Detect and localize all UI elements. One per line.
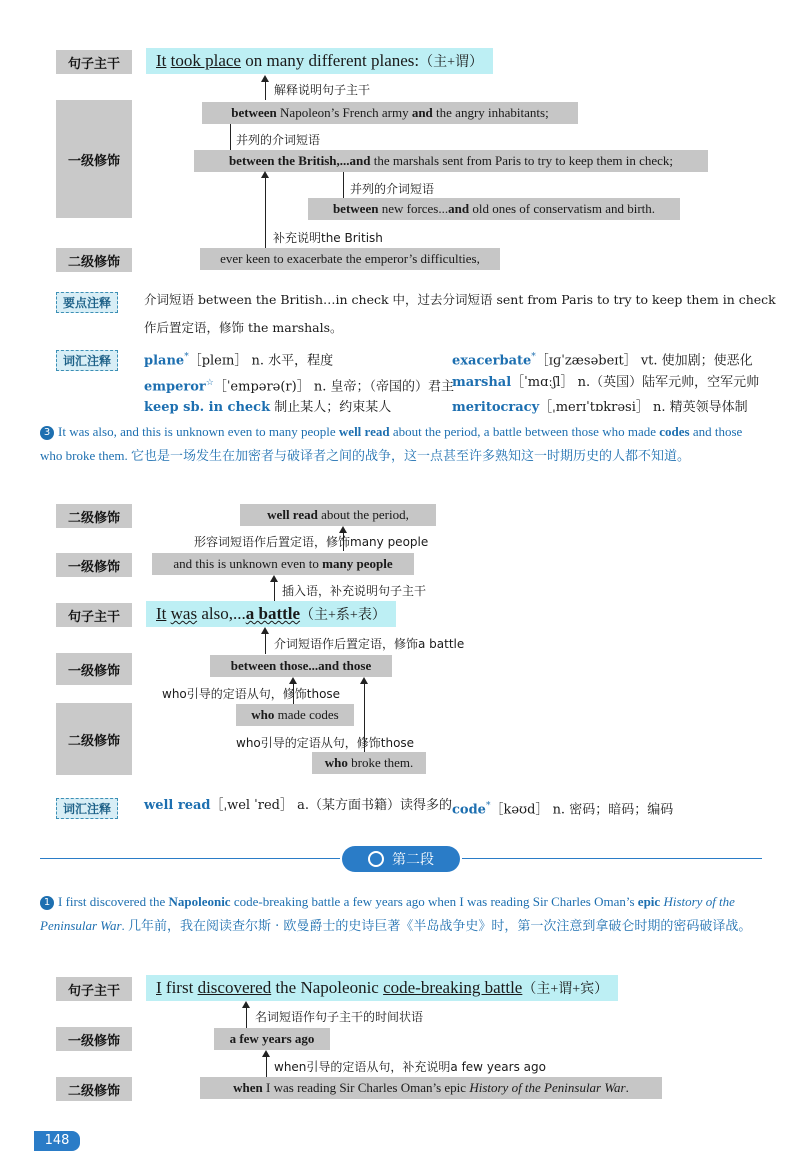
vocab-keep-in-check: keep sb. in check 制止某人；约束某人 — [144, 400, 392, 415]
modifier-well-read: well read about the period, — [240, 504, 436, 526]
vocab-meritocracy: meritocracy［ˌmerɪˈtɒkrəsi］ n. 精英领导体制 — [452, 400, 748, 415]
vocab-well-read: well read［ˌwel ˈred］ a.（某方面书籍）读得多的 — [144, 798, 453, 813]
note-parallel-1: 并列的介词短语 — [236, 133, 321, 147]
note-time-adverbial: 名词短语作句子主干的时间状语 — [255, 1010, 424, 1024]
sentence-p2-1: 1 I first discovered the Napoleonic code-breaking battle a few years ago when I was reading Sir Charles Oman’s epic History of the Peninsular War. 几年前，我在阅读查尔斯 · 欧曼爵士的史诗巨著《半岛战争史》时，第一次注意到拿破仑时期的密码破译战。 — [40, 894, 752, 934]
vocab-marshal: marshal［ˈmɑːʃl］ n.（英国）陆军元帅，空军元帅 — [452, 375, 760, 390]
predicate-word: took place — [170, 51, 241, 70]
label-first-1: 一级修饰 — [56, 100, 132, 218]
label-main-2: 句子主干 — [56, 603, 132, 627]
modifier-who-broke-them: who broke them. — [312, 752, 426, 774]
modifier-this-unknown: and this is unknown even to many people — [152, 553, 414, 575]
vocab-exacerbate: exacerbate*［ɪɡˈzæsəbeɪt］ vt. 使加剧；使恶化 — [452, 352, 753, 369]
note-parallel-2: 并列的介词短语 — [350, 182, 435, 196]
subject-word: It — [156, 51, 167, 70]
modifier-between-forces: between new forces...and old ones of conservatism and birth. — [308, 198, 680, 220]
label-second-3: 二级修饰 — [56, 703, 132, 775]
vocab-code: code*［kəʊd］ n. 密码；暗码；编码 — [452, 801, 674, 818]
label-second-4: 二级修饰 — [56, 1077, 132, 1101]
vocab-note-tag-2: 词汇注释 — [56, 798, 118, 819]
note-adj-phrase: 形容词短语作后置定语，修饰many people — [194, 535, 429, 549]
label-first-2: 一级修饰 — [56, 553, 132, 577]
structure-tag: （主+谓） — [419, 55, 484, 70]
subject-trunk-1 — [146, 48, 493, 74]
section-header — [342, 846, 460, 872]
subject-trunk-2: It was also,...a battle（主+系+表） — [146, 601, 396, 627]
label-second-2: 二级修饰 — [56, 504, 132, 528]
note-explain-trunk: 解释说明句子主干 — [274, 83, 371, 97]
key-note-line2: 作后置定语，修饰 the marshals。 — [144, 320, 343, 335]
modifier-who-made-codes: who made codes — [236, 704, 354, 726]
key-note-tag: 要点注释 — [56, 292, 118, 313]
modifier-between-those: between those...and those — [210, 655, 392, 677]
note-insertion: 插入语，补充说明句子主干 — [282, 584, 427, 598]
modifier-between-napoleon: between Napoleon’s French army and the angry inhabitants; — [202, 102, 578, 124]
subject-trunk-3: I first discovered the Napoleonic code-breaking battle（主+谓+宾） — [146, 975, 618, 1001]
vocab-emperor: emperor☆［ˈempərə(r)］ n. 皇帝；（帝国的）君主 — [144, 378, 455, 395]
label-main-3: 句子主干 — [56, 977, 132, 1001]
note-supplement-british: 补充说明the British — [273, 231, 383, 245]
label-second-1: 二级修饰 — [56, 248, 132, 272]
note-who-clause-1: who引导的定语从句，修饰those — [162, 687, 341, 701]
label-main-1: 句子主干 — [56, 50, 132, 74]
modifier-when-reading: when I was reading Sir Charles Oman’s epic History of the Peninsular War. — [200, 1077, 662, 1099]
label-first-4: 一级修饰 — [56, 1027, 132, 1051]
vocab-note-tag-1: 词汇注释 — [56, 350, 118, 371]
modifier-ever-keen: ever keen to exacerbate the emperor’s difficulties, — [200, 248, 500, 270]
vocab-plane: plane*［pleɪn］ n. 水平，程度 — [144, 352, 334, 369]
note-when-clause: when引导的定语从句，补充说明a few years ago — [274, 1060, 546, 1074]
modifier-few-years-ago: a few years ago — [214, 1028, 330, 1050]
section-title: 第二段 — [392, 852, 434, 868]
search-icon — [368, 851, 384, 867]
subject-rest: on many different planes: — [240, 51, 420, 70]
sentence-3: 3 It was also, and this is unknown even to many people well read about the period, a battle between those who made codes and those who broke them. 它也是一场发生在加密者与破译者之间的战争，这一点甚至许多熟知这一时期历史的人都不知道。 — [40, 424, 743, 464]
label-first-3: 一级修饰 — [56, 653, 132, 685]
page-number: 148 — [34, 1131, 80, 1151]
modifier-between-british: between the British,...and the marshals sent from Paris to try to keep them in check; — [194, 150, 708, 172]
note-who-clause-2: who引导的定语从句，修饰those — [236, 736, 415, 750]
key-note-line1: 介词短语 between the British…in check 中，过去分词短语 sent from Paris to try to keep them in check — [144, 292, 776, 307]
note-prep-phrase: 介词短语作后置定语，修饰a battle — [274, 637, 465, 651]
